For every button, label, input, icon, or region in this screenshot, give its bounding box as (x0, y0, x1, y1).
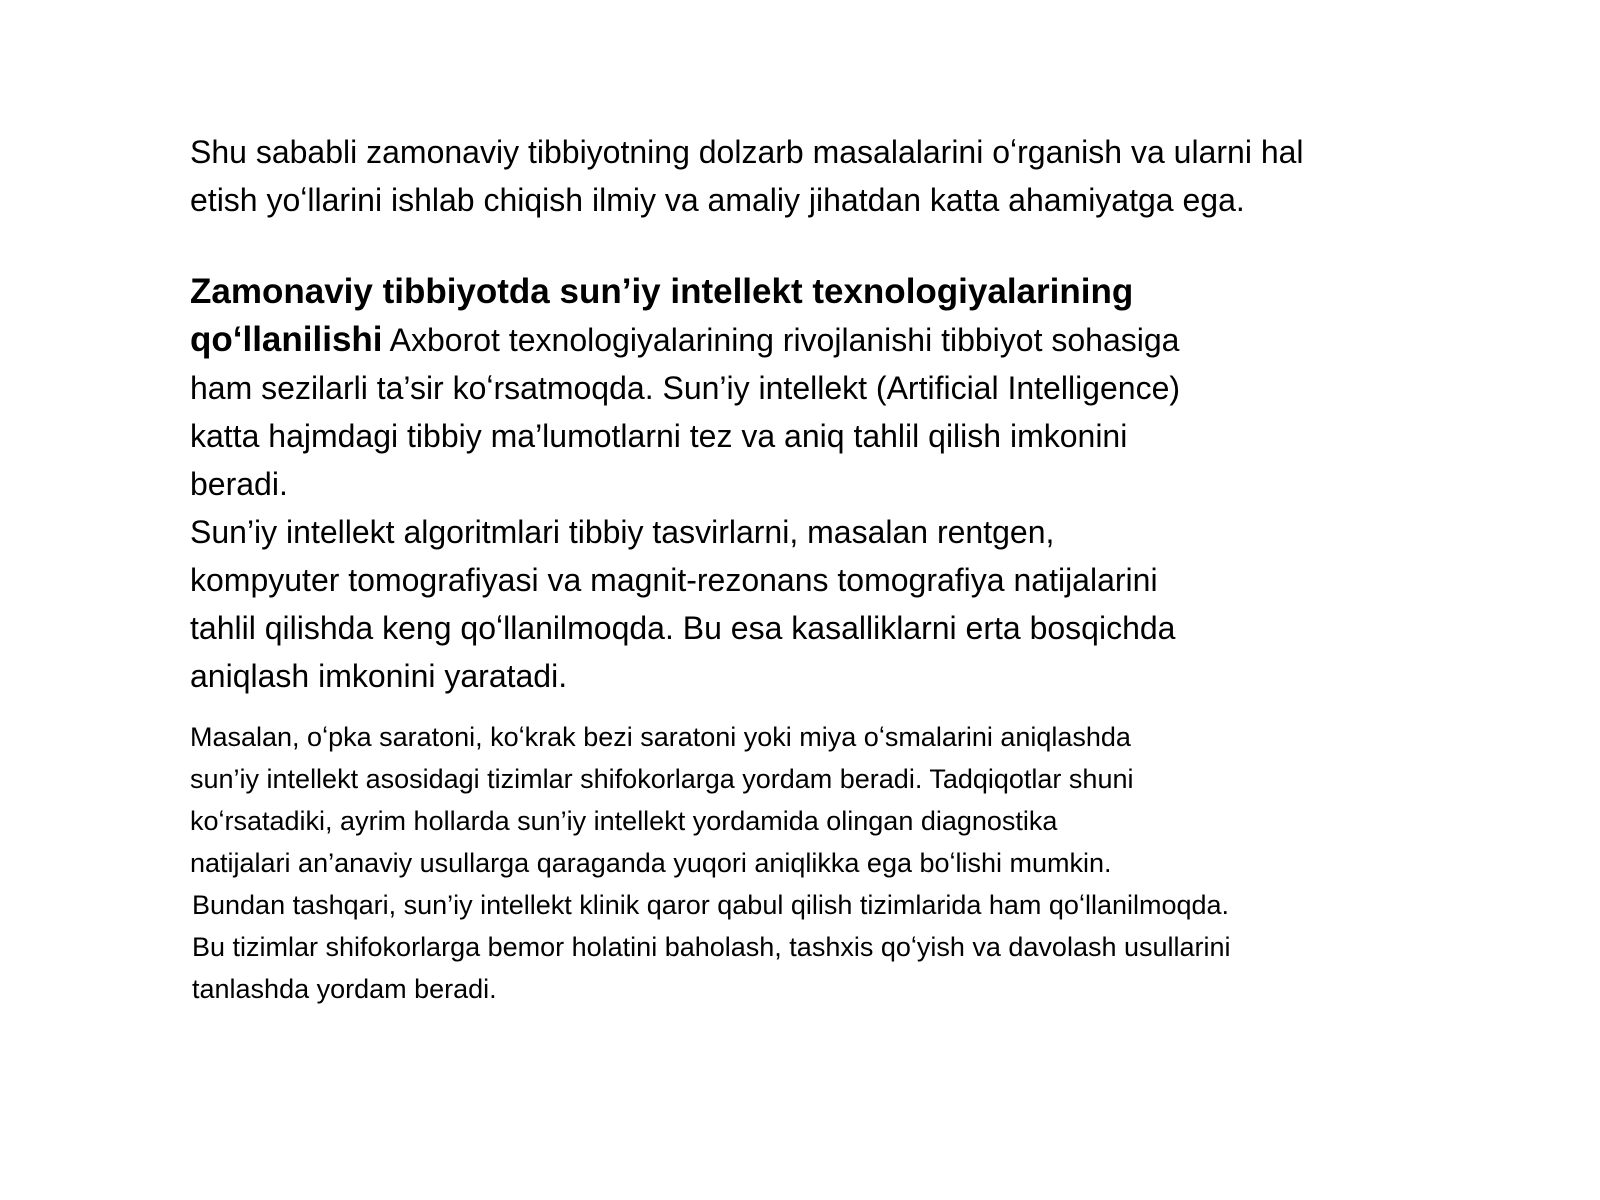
section-line: ham sezilarli ta’sir koʻrsatmoqda. Sun’iy intellekt (Artificial Intelligence) (190, 370, 1181, 406)
example-paragraph (190, 716, 1133, 884)
section-line: tahlil qilishda keng qoʻllanilmoqda. Bu esa kasalliklarni erta bosqichda (190, 610, 1176, 646)
section-line: Sun’iy intellekt algoritmlari tibbiy tasvirlarni, masalan rentgen, (190, 514, 1055, 550)
example-line: sun’iy intellekt asosidagi tizimlar shifokorlarga yordam beradi. Tadqiqotlar shuni (190, 764, 1134, 794)
section-first-line: Axborot texnologiyalarining rivojlanishi tibbiyot sohasiga (382, 322, 1180, 358)
section-line: kompyuter tomografiyasi va magnit-rezonans tomografiya natijalarini (190, 562, 1158, 598)
example-line: koʻrsatadiki, ayrim hollarda sun’iy intellekt yordamida olingan diagnostika (190, 806, 1058, 836)
clinical-line: tanlashda yordam beradi. (192, 974, 497, 1004)
section-line: katta hajmdagi tibbiy ma’lumotlarni tez va aniq tahlil qilish imkonini (190, 418, 1128, 454)
intro-paragraph (190, 128, 1304, 224)
section-line: beradi. (190, 466, 288, 502)
intro-line: etish yoʻllarini ishlab chiqish ilmiy va amaliy jihatdan katta ahamiyatga ega. (190, 182, 1245, 218)
clinical-decision-paragraph (192, 884, 1231, 1010)
section-heading: Zamonaviy tibbiyotda sun’iy intellekt texnologiyalarining (190, 272, 1134, 311)
section-heading-continued: qoʻllanilishi (190, 320, 383, 359)
ai-section (190, 268, 1180, 700)
clinical-line: Bundan tashqari, sun’iy intellekt klinik qaror qabul qilish tizimlarida ham qoʻllanilmoqda. (192, 890, 1230, 920)
example-line: Masalan, oʻpka saratoni, koʻkrak bezi saratoni yoki miya oʻsmalarini aniqlashda (190, 722, 1131, 752)
clinical-line: Bu tizimlar shifokorlarga bemor holatini baholash, tashxis qoʻyish va davolash usullarini (192, 932, 1231, 962)
example-line: natijalari an’anaviy usullarga qaraganda yuqori aniqlikka ega boʻlishi mumkin. (190, 848, 1112, 878)
intro-line: Shu sababli zamonaviy tibbiyotning dolzarb masalalarini oʻrganish va ularni hal (190, 134, 1304, 170)
section-line: aniqlash imkonini yaratadi. (190, 658, 568, 694)
